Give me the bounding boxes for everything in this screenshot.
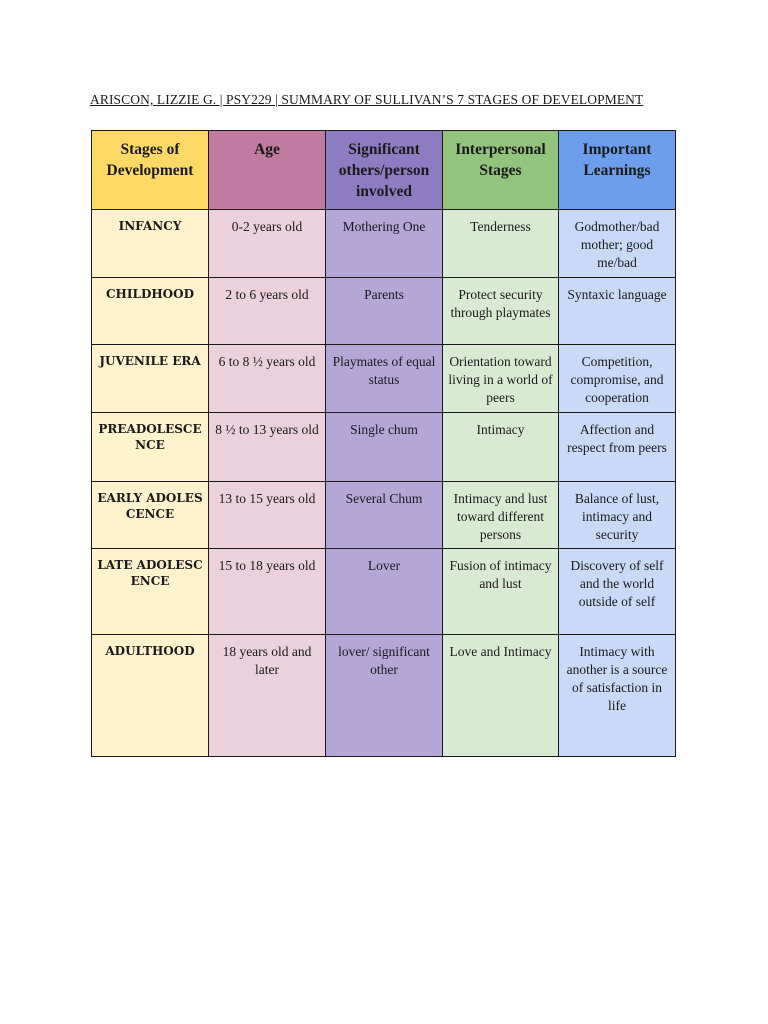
stage-cell: EARLY ADOLESCENCE	[92, 482, 209, 549]
table-row	[92, 549, 676, 635]
others-cell: Single chum	[326, 413, 443, 482]
header-stages-of-development: Stages of Development	[92, 131, 209, 210]
stage-cell: JUVENILE ERA	[92, 345, 209, 413]
table-row	[92, 482, 676, 549]
learnings-cell: Competition, compromise, and cooperation	[559, 345, 676, 413]
table-row	[92, 210, 676, 278]
others-cell: Mothering One	[326, 210, 443, 278]
age-cell: 6 to 8 ½ years old	[209, 345, 326, 413]
age-cell: 0-2 years old	[209, 210, 326, 278]
stage-cell: CHILDHOOD	[92, 278, 209, 345]
learnings-cell: Discovery of self and the world outside of self	[559, 549, 676, 635]
stage-cell: INFANCY	[92, 210, 209, 278]
others-cell: Playmates of equal status	[326, 345, 443, 413]
age-cell: 15 to 18 years old	[209, 549, 326, 635]
stage-cell: LATE ADOLESCENCE	[92, 549, 209, 635]
learnings-cell: Syntaxic language	[559, 278, 676, 345]
learnings-cell: Godmother/bad mother; good me/bad	[559, 210, 676, 278]
others-cell: Several Chum	[326, 482, 443, 549]
interpersonal-cell: Tenderness	[443, 210, 559, 278]
age-cell: 18 years old and later	[209, 635, 326, 757]
interpersonal-cell: Intimacy and lust toward different persons	[443, 482, 559, 549]
table-row	[92, 635, 676, 757]
stage-cell: PREADOLESCENCE	[92, 413, 209, 482]
stage-cell: ADULTHOOD	[92, 635, 209, 757]
header-significant-others: Significant others/person involved	[326, 131, 443, 210]
learnings-cell: Balance of lust, intimacy and security	[559, 482, 676, 549]
header-age: Age	[209, 131, 326, 210]
table-row	[92, 413, 676, 482]
learnings-cell: Affection and respect from peers	[559, 413, 676, 482]
others-cell: Parents	[326, 278, 443, 345]
interpersonal-cell: Love and Intimacy	[443, 635, 559, 757]
others-cell: Lover	[326, 549, 443, 635]
learnings-cell: Intimacy with another is a source of satisfaction in life	[559, 635, 676, 757]
table-header-row	[92, 131, 676, 210]
age-cell: 13 to 15 years old	[209, 482, 326, 549]
stages-table	[91, 130, 676, 757]
header-important-learnings: Important Learnings	[559, 131, 676, 210]
header-interpersonal-stages: Interpersonal Stages	[443, 131, 559, 210]
interpersonal-cell: Fusion of intimacy and lust	[443, 549, 559, 635]
interpersonal-cell: Intimacy	[443, 413, 559, 482]
table-row	[92, 345, 676, 413]
document-header: ARISCON, LIZZIE G. | PSY229 | SUMMARY OF SULLIVAN’S 7 STAGES OF DEVELOPMENT	[90, 92, 644, 107]
age-cell: 2 to 6 years old	[209, 278, 326, 345]
table-row	[92, 278, 676, 345]
others-cell: lover/ significant other	[326, 635, 443, 757]
interpersonal-cell: Orientation toward living in a world of peers	[443, 345, 559, 413]
interpersonal-cell: Protect security through playmates	[443, 278, 559, 345]
age-cell: 8 ½ to 13 years old	[209, 413, 326, 482]
